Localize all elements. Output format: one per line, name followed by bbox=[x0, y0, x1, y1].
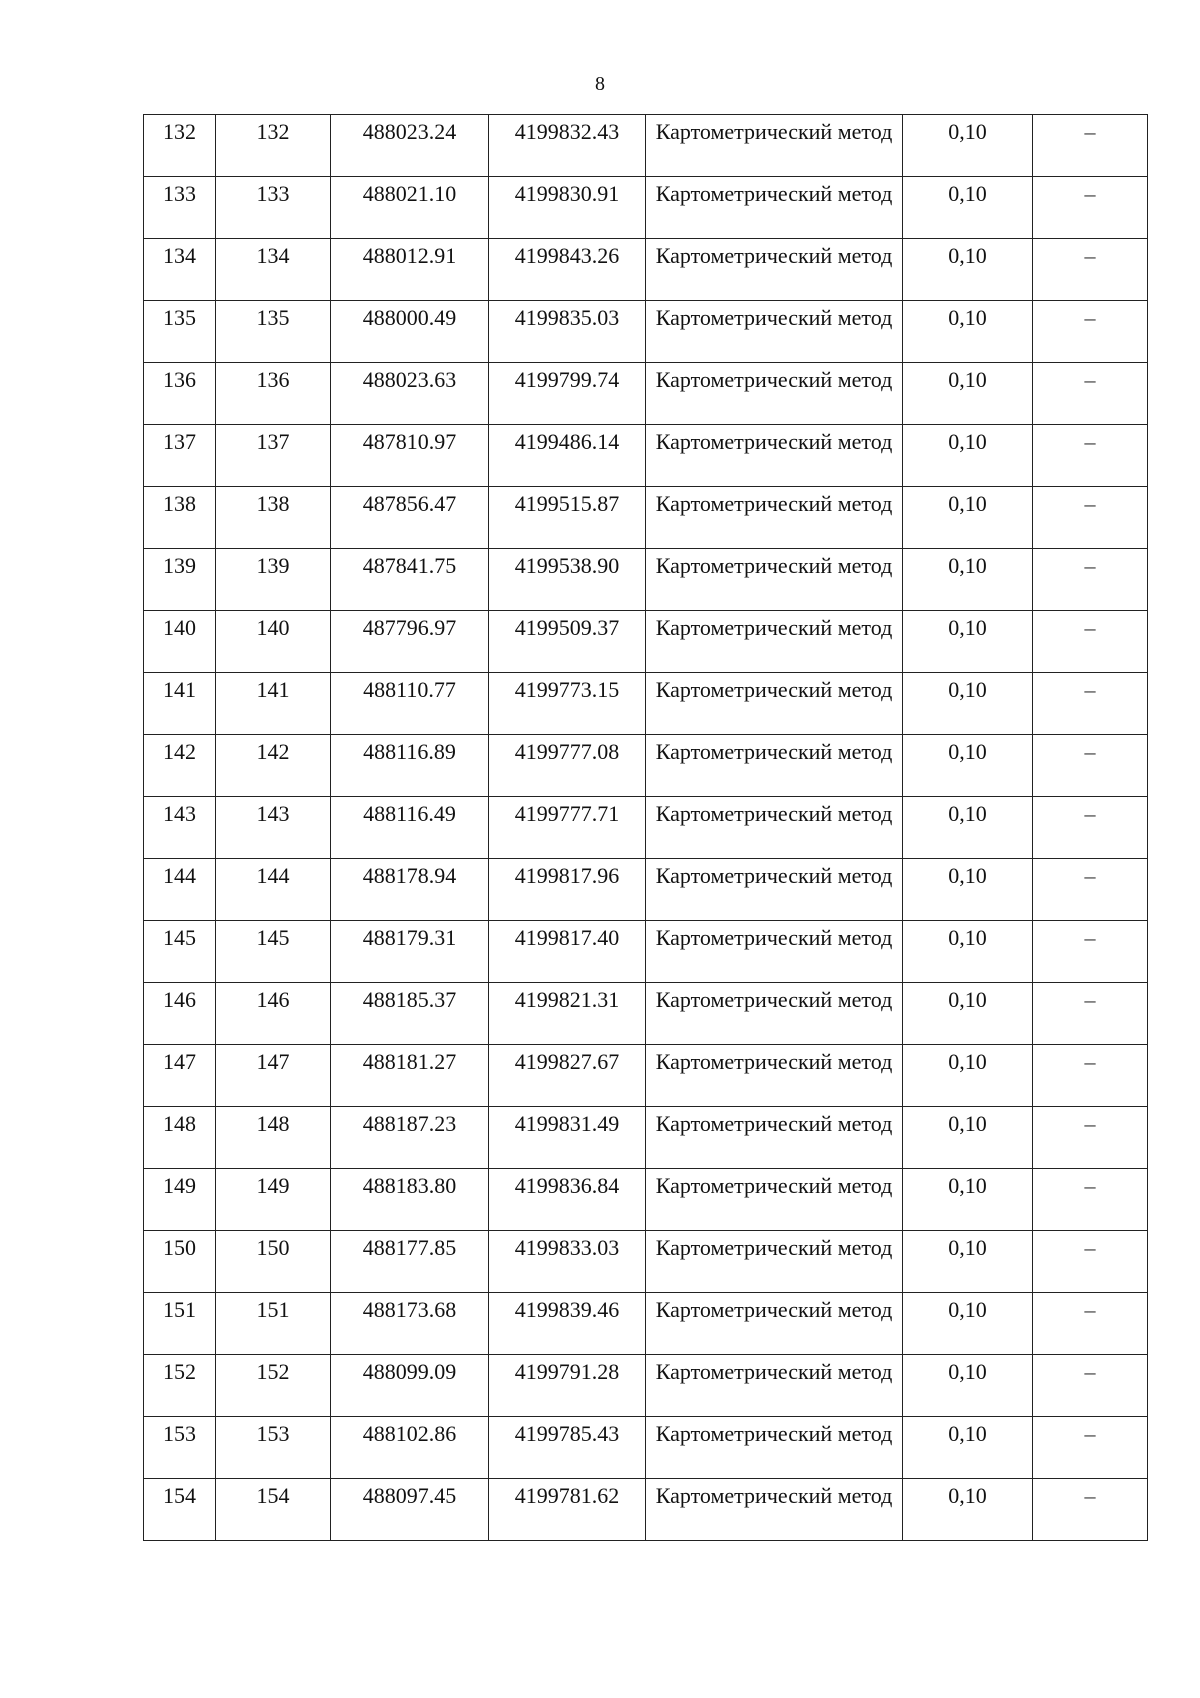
page-number: 8 bbox=[595, 73, 605, 95]
accuracy-cell: 0,10 bbox=[903, 239, 1033, 301]
method-cell: Картометрический метод bbox=[646, 1355, 903, 1417]
table-row bbox=[144, 611, 1148, 673]
coordinate-y-cell: 4199817.96 bbox=[489, 859, 646, 921]
coordinate-x-cell: 488110.77 bbox=[331, 673, 489, 735]
coordinate-x-cell: 488116.49 bbox=[331, 797, 489, 859]
coordinate-y-cell: 4199843.26 bbox=[489, 239, 646, 301]
table-row bbox=[144, 425, 1148, 487]
table-row bbox=[144, 983, 1148, 1045]
accuracy-cell: 0,10 bbox=[903, 1169, 1033, 1231]
note-cell: – bbox=[1033, 549, 1148, 611]
note-cell: – bbox=[1033, 1231, 1148, 1293]
accuracy-cell: 0,10 bbox=[903, 115, 1033, 177]
method-cell: Картометрический метод bbox=[646, 673, 903, 735]
coordinate-y-cell: 4199839.46 bbox=[489, 1293, 646, 1355]
point-number-cell: 140 bbox=[216, 611, 331, 673]
coordinates-table bbox=[143, 114, 1148, 1541]
coordinate-y-cell: 4199791.28 bbox=[489, 1355, 646, 1417]
coordinate-y-cell: 4199830.91 bbox=[489, 177, 646, 239]
point-number-cell: 141 bbox=[216, 673, 331, 735]
point-number-cell: 143 bbox=[216, 797, 331, 859]
point-number-cell: 139 bbox=[144, 549, 216, 611]
method-cell: Картометрический метод bbox=[646, 1417, 903, 1479]
point-number-cell: 154 bbox=[144, 1479, 216, 1541]
table-row bbox=[144, 487, 1148, 549]
accuracy-cell: 0,10 bbox=[903, 735, 1033, 797]
method-cell: Картометрический метод bbox=[646, 921, 903, 983]
point-number-cell: 142 bbox=[216, 735, 331, 797]
note-cell: – bbox=[1033, 1169, 1148, 1231]
table-row bbox=[144, 735, 1148, 797]
method-cell: Картометрический метод bbox=[646, 1231, 903, 1293]
point-number-cell: 140 bbox=[144, 611, 216, 673]
point-number-cell: 139 bbox=[216, 549, 331, 611]
point-number-cell: 149 bbox=[216, 1169, 331, 1231]
coordinate-y-cell: 4199781.62 bbox=[489, 1479, 646, 1541]
coordinate-x-cell: 488021.10 bbox=[331, 177, 489, 239]
coordinate-x-cell: 488023.24 bbox=[331, 115, 489, 177]
point-number-cell: 133 bbox=[144, 177, 216, 239]
point-number-cell: 153 bbox=[216, 1417, 331, 1479]
coordinate-y-cell: 4199515.87 bbox=[489, 487, 646, 549]
accuracy-cell: 0,10 bbox=[903, 673, 1033, 735]
point-number-cell: 137 bbox=[216, 425, 331, 487]
table-row bbox=[144, 921, 1148, 983]
coordinate-x-cell: 488099.09 bbox=[331, 1355, 489, 1417]
accuracy-cell: 0,10 bbox=[903, 921, 1033, 983]
coordinate-y-cell: 4199777.71 bbox=[489, 797, 646, 859]
table-row bbox=[144, 797, 1148, 859]
coordinate-x-cell: 488179.31 bbox=[331, 921, 489, 983]
table-row bbox=[144, 549, 1148, 611]
point-number-cell: 137 bbox=[144, 425, 216, 487]
note-cell: – bbox=[1033, 921, 1148, 983]
note-cell: – bbox=[1033, 1417, 1148, 1479]
coordinate-x-cell: 488177.85 bbox=[331, 1231, 489, 1293]
point-number-cell: 147 bbox=[216, 1045, 331, 1107]
coordinate-x-cell: 488012.91 bbox=[331, 239, 489, 301]
coordinate-y-cell: 4199821.31 bbox=[489, 983, 646, 1045]
point-number-cell: 152 bbox=[216, 1355, 331, 1417]
point-number-cell: 147 bbox=[144, 1045, 216, 1107]
table-row bbox=[144, 1293, 1148, 1355]
coordinate-y-cell: 4199832.43 bbox=[489, 115, 646, 177]
point-number-cell: 132 bbox=[144, 115, 216, 177]
point-number-cell: 146 bbox=[216, 983, 331, 1045]
coordinate-x-cell: 488097.45 bbox=[331, 1479, 489, 1541]
coordinate-x-cell: 488173.68 bbox=[331, 1293, 489, 1355]
method-cell: Картометрический метод bbox=[646, 425, 903, 487]
point-number-cell: 142 bbox=[144, 735, 216, 797]
table-row bbox=[144, 1107, 1148, 1169]
point-number-cell: 145 bbox=[144, 921, 216, 983]
table-row bbox=[144, 1231, 1148, 1293]
accuracy-cell: 0,10 bbox=[903, 797, 1033, 859]
method-cell: Картометрический метод bbox=[646, 983, 903, 1045]
method-cell: Картометрический метод bbox=[646, 735, 903, 797]
point-number-cell: 148 bbox=[144, 1107, 216, 1169]
accuracy-cell: 0,10 bbox=[903, 1045, 1033, 1107]
table-row bbox=[144, 859, 1148, 921]
method-cell: Картометрический метод bbox=[646, 487, 903, 549]
point-number-cell: 134 bbox=[144, 239, 216, 301]
method-cell: Картометрический метод bbox=[646, 1169, 903, 1231]
method-cell: Картометрический метод bbox=[646, 1045, 903, 1107]
point-number-cell: 135 bbox=[216, 301, 331, 363]
table-row bbox=[144, 301, 1148, 363]
coordinate-x-cell: 487841.75 bbox=[331, 549, 489, 611]
coordinate-x-cell: 488187.23 bbox=[331, 1107, 489, 1169]
coordinate-y-cell: 4199827.67 bbox=[489, 1045, 646, 1107]
method-cell: Картометрический метод bbox=[646, 1107, 903, 1169]
accuracy-cell: 0,10 bbox=[903, 1293, 1033, 1355]
note-cell: – bbox=[1033, 363, 1148, 425]
coordinate-x-cell: 488183.80 bbox=[331, 1169, 489, 1231]
method-cell: Картометрический метод bbox=[646, 177, 903, 239]
note-cell: – bbox=[1033, 239, 1148, 301]
accuracy-cell: 0,10 bbox=[903, 1355, 1033, 1417]
method-cell: Картометрический метод bbox=[646, 301, 903, 363]
table-row bbox=[144, 1169, 1148, 1231]
point-number-cell: 136 bbox=[144, 363, 216, 425]
coordinate-y-cell: 4199538.90 bbox=[489, 549, 646, 611]
coordinate-y-cell: 4199817.40 bbox=[489, 921, 646, 983]
point-number-cell: 143 bbox=[144, 797, 216, 859]
coordinate-x-cell: 488023.63 bbox=[331, 363, 489, 425]
note-cell: – bbox=[1033, 177, 1148, 239]
note-cell: – bbox=[1033, 673, 1148, 735]
note-cell: – bbox=[1033, 797, 1148, 859]
point-number-cell: 144 bbox=[216, 859, 331, 921]
accuracy-cell: 0,10 bbox=[903, 301, 1033, 363]
coordinate-y-cell: 4199773.15 bbox=[489, 673, 646, 735]
accuracy-cell: 0,10 bbox=[903, 425, 1033, 487]
point-number-cell: 151 bbox=[216, 1293, 331, 1355]
table-row bbox=[144, 177, 1148, 239]
coordinate-x-cell: 488178.94 bbox=[331, 859, 489, 921]
coordinate-y-cell: 4199831.49 bbox=[489, 1107, 646, 1169]
note-cell: – bbox=[1033, 983, 1148, 1045]
note-cell: – bbox=[1033, 735, 1148, 797]
coordinate-y-cell: 4199836.84 bbox=[489, 1169, 646, 1231]
note-cell: – bbox=[1033, 859, 1148, 921]
note-cell: – bbox=[1033, 1293, 1148, 1355]
point-number-cell: 146 bbox=[144, 983, 216, 1045]
point-number-cell: 151 bbox=[144, 1293, 216, 1355]
note-cell: – bbox=[1033, 425, 1148, 487]
coordinate-x-cell: 488181.27 bbox=[331, 1045, 489, 1107]
note-cell: – bbox=[1033, 1107, 1148, 1169]
point-number-cell: 154 bbox=[216, 1479, 331, 1541]
point-number-cell: 135 bbox=[144, 301, 216, 363]
accuracy-cell: 0,10 bbox=[903, 363, 1033, 425]
point-number-cell: 152 bbox=[144, 1355, 216, 1417]
table-row bbox=[144, 1045, 1148, 1107]
coordinate-x-cell: 488102.86 bbox=[331, 1417, 489, 1479]
point-number-cell: 136 bbox=[216, 363, 331, 425]
coordinate-x-cell: 487796.97 bbox=[331, 611, 489, 673]
note-cell: – bbox=[1033, 1045, 1148, 1107]
point-number-cell: 150 bbox=[144, 1231, 216, 1293]
method-cell: Картометрический метод bbox=[646, 797, 903, 859]
accuracy-cell: 0,10 bbox=[903, 1107, 1033, 1169]
method-cell: Картометрический метод bbox=[646, 1479, 903, 1541]
point-number-cell: 148 bbox=[216, 1107, 331, 1169]
point-number-cell: 150 bbox=[216, 1231, 331, 1293]
coordinate-x-cell: 488116.89 bbox=[331, 735, 489, 797]
accuracy-cell: 0,10 bbox=[903, 1231, 1033, 1293]
point-number-cell: 134 bbox=[216, 239, 331, 301]
coordinate-y-cell: 4199509.37 bbox=[489, 611, 646, 673]
coordinate-y-cell: 4199777.08 bbox=[489, 735, 646, 797]
table-row bbox=[144, 1417, 1148, 1479]
accuracy-cell: 0,10 bbox=[903, 1479, 1033, 1541]
point-number-cell: 153 bbox=[144, 1417, 216, 1479]
accuracy-cell: 0,10 bbox=[903, 983, 1033, 1045]
note-cell: – bbox=[1033, 1355, 1148, 1417]
accuracy-cell: 0,10 bbox=[903, 1417, 1033, 1479]
method-cell: Картометрический метод bbox=[646, 859, 903, 921]
coordinate-x-cell: 487810.97 bbox=[331, 425, 489, 487]
point-number-cell: 138 bbox=[216, 487, 331, 549]
point-number-cell: 138 bbox=[144, 487, 216, 549]
coordinate-x-cell: 488185.37 bbox=[331, 983, 489, 1045]
method-cell: Картометрический метод bbox=[646, 239, 903, 301]
note-cell: – bbox=[1033, 301, 1148, 363]
table-row bbox=[144, 363, 1148, 425]
point-number-cell: 145 bbox=[216, 921, 331, 983]
coordinate-x-cell: 487856.47 bbox=[331, 487, 489, 549]
table-row bbox=[144, 1355, 1148, 1417]
note-cell: – bbox=[1033, 115, 1148, 177]
coordinate-y-cell: 4199799.74 bbox=[489, 363, 646, 425]
method-cell: Картометрический метод bbox=[646, 115, 903, 177]
coordinate-x-cell: 488000.49 bbox=[331, 301, 489, 363]
coordinate-y-cell: 4199486.14 bbox=[489, 425, 646, 487]
point-number-cell: 149 bbox=[144, 1169, 216, 1231]
note-cell: – bbox=[1033, 487, 1148, 549]
table-row bbox=[144, 239, 1148, 301]
point-number-cell: 132 bbox=[216, 115, 331, 177]
table-row bbox=[144, 1479, 1148, 1541]
accuracy-cell: 0,10 bbox=[903, 177, 1033, 239]
accuracy-cell: 0,10 bbox=[903, 549, 1033, 611]
coordinate-y-cell: 4199785.43 bbox=[489, 1417, 646, 1479]
accuracy-cell: 0,10 bbox=[903, 859, 1033, 921]
note-cell: – bbox=[1033, 611, 1148, 673]
method-cell: Картометрический метод bbox=[646, 549, 903, 611]
coordinate-y-cell: 4199833.03 bbox=[489, 1231, 646, 1293]
accuracy-cell: 0,10 bbox=[903, 487, 1033, 549]
point-number-cell: 133 bbox=[216, 177, 331, 239]
point-number-cell: 141 bbox=[144, 673, 216, 735]
table-row bbox=[144, 673, 1148, 735]
note-cell: – bbox=[1033, 1479, 1148, 1541]
method-cell: Картометрический метод bbox=[646, 363, 903, 425]
table-row bbox=[144, 115, 1148, 177]
coordinates-table-body bbox=[144, 115, 1148, 1541]
method-cell: Картометрический метод bbox=[646, 1293, 903, 1355]
point-number-cell: 144 bbox=[144, 859, 216, 921]
method-cell: Картометрический метод bbox=[646, 611, 903, 673]
accuracy-cell: 0,10 bbox=[903, 611, 1033, 673]
coordinate-y-cell: 4199835.03 bbox=[489, 301, 646, 363]
